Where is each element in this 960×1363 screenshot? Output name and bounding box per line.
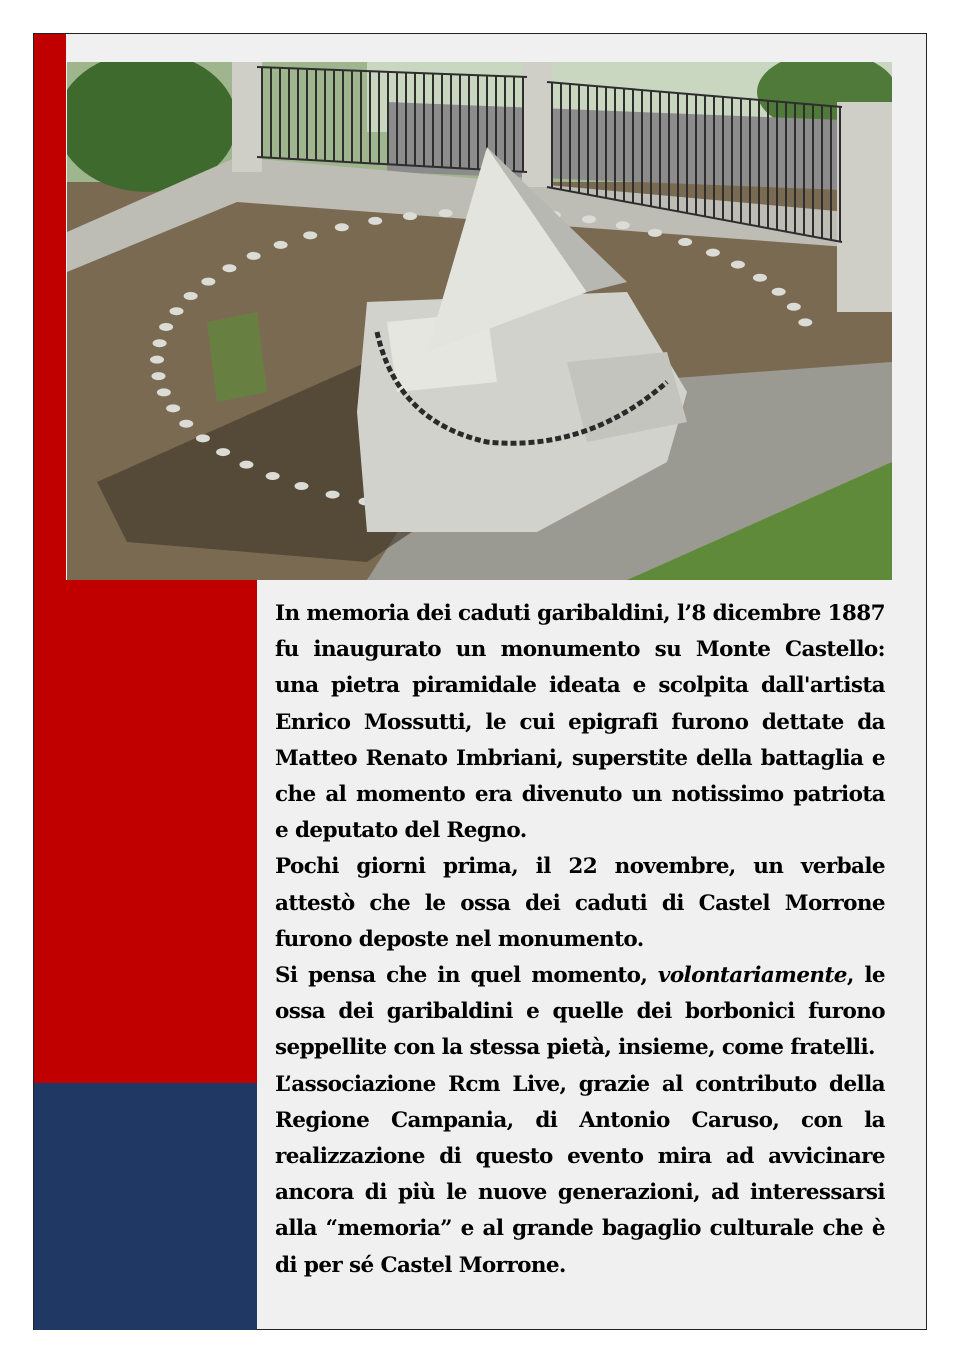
blue-block	[34, 1083, 257, 1330]
paragraph-ossa	[275, 958, 885, 1067]
page-frame	[33, 33, 927, 1330]
monument-photo-illustration	[67, 62, 892, 580]
paragraph-ossa-start: Si pensa che in quel momento,	[275, 963, 658, 989]
paragraph-associazione: L’associazione Rcm Live, grazie al contributo della Regione Campania, di Antonio Caruso, con la realizzazione di questo evento mira ad avvicinare ancora di più le nuove generazioni, ad interessarsi alla “memoria” e al grande bagaglio culturale che è di per sé Castel Morrone.	[275, 1071, 885, 1278]
paragraph-verbale: Pochi giorni prima, il 22 novembre, un verbale attestò che le ossa dei caduti di Castel Morrone furono deposte nel monumento.	[275, 854, 885, 952]
red-band	[34, 34, 66, 580]
paragraph-ossa-end: , le ossa dei garibaldini e quelle dei borbonici furono seppellite con la stessa pietà, insieme, come fratelli.	[275, 963, 885, 1061]
paragraph-inauguration: In memoria dei caduti garibaldini, l’8 dicembre 1887 fu inaugurato un monumento su Monte Castello: una pietra piramidale ideata e scolpita dall'artista Enrico Mossutti, le cui epigrafi furono dettate da Matteo Renato Imbriani, superstite della battaglia e che al momento era divenuto un notissimo patriota e deputato del Regno.	[275, 601, 885, 844]
monument-photo	[67, 62, 892, 580]
body-text	[275, 596, 885, 1284]
red-block	[34, 580, 257, 1083]
emphasis-volontariamente: volontariamente	[657, 963, 847, 989]
